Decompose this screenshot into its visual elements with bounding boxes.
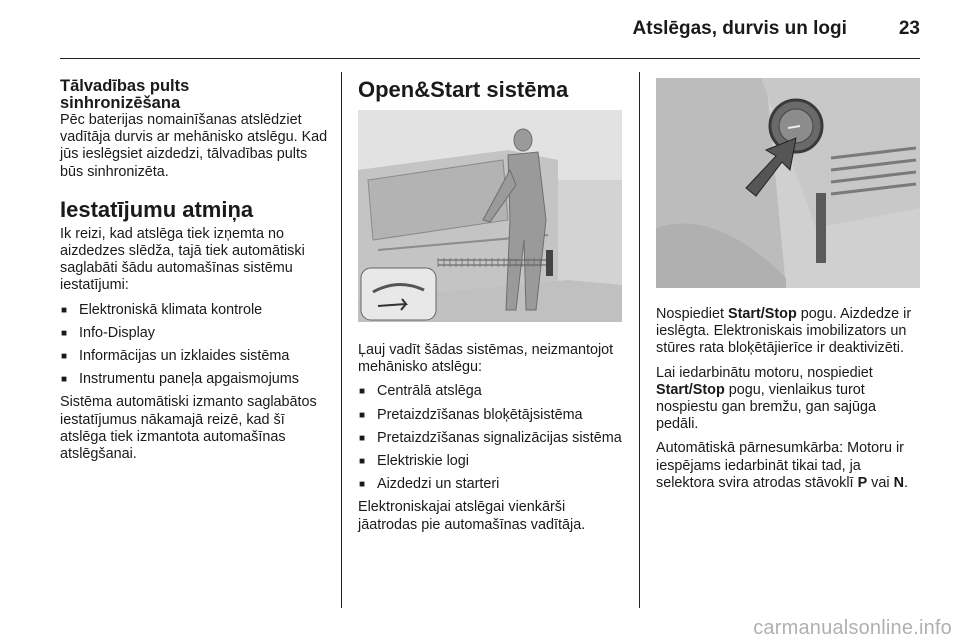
- settings-memory-outro: Sistēma automātiski izmanto saglabātos iestatījumus nākamajā reizē, kad šī atslēga tiek izmantota automašīnas atslēgšanai.: [60, 394, 317, 463]
- header-rule: [60, 58, 920, 59]
- start-stop-illustration: [656, 78, 920, 288]
- list-item: ■ Elektroniskā klimata kontrole: [60, 302, 328, 319]
- open-start-list: [358, 383, 624, 493]
- gear-p-label: P: [857, 474, 868, 491]
- gear-n-label: N: [893, 474, 904, 491]
- list-item: ■ Centrālā atslēga: [358, 383, 624, 400]
- section-title-open-start: Open&Start sistēma: [358, 77, 569, 102]
- open-start-intro: Ļauj vadīt šādas sistēmas, neizmantojot mehānisko atslēgu:: [358, 342, 614, 376]
- column-divider-1: [341, 72, 342, 608]
- open-start-illustration: [358, 110, 622, 322]
- start-stop-key-label: Start/Stop: [656, 381, 725, 398]
- start-stop-key-label: Start/Stop: [728, 306, 797, 322]
- column-1: [60, 78, 328, 470]
- list-item: ■ Pretaizdzīšanas bloķētājsistēma: [358, 407, 624, 424]
- section-title-settings-memory: Iestatījumu atmiņa: [60, 196, 254, 222]
- column-2: [358, 78, 624, 541]
- start-stop-text-1: Nospiediet Start/Stop pogu. Aizdedze ir ieslēgta. Elektroniskais imobilizators un stūres rata bloķētājierīce ir deaktivizēti.: [656, 306, 912, 357]
- list-item: ■ Instrumentu paneļa apgaismojums: [60, 371, 328, 388]
- settings-memory-intro: Ik reizi, kad atslēga tiek izņemta no aizdedzes slēdža, tajā tiek automātiski saglabāti šādu automašīnas sistēmu iestatījumi:: [60, 225, 305, 294]
- list-item: ■ Pretaizdzīšanas signalizācijas sistēma: [358, 430, 624, 447]
- list-item: ■ Aizdedzi un starteri: [358, 476, 624, 493]
- open-start-outro: Elektroniskajai atslēgai vienkārši jāatrodas pie automašīnas vadītāja.: [358, 499, 586, 533]
- start-stop-text-2: Lai iedarbinātu motoru, nospiediet Start/Stop pogu, vienlaikus turot nospiestu gan bremžu, gan sajūga pedāli.: [656, 364, 877, 433]
- list-item: ■ Elektriskie logi: [358, 453, 624, 470]
- start-stop-button-image: [656, 78, 920, 288]
- list-item: ■ Info-Display: [60, 325, 328, 342]
- page-title: Atslēgas, durvis un logi: [632, 18, 847, 39]
- column-3: [656, 78, 922, 499]
- person-at-car-door-image: [358, 110, 622, 322]
- remote-sync-text: Pēc baterijas nomainīšanas atslēdziet vadītāja durvis ar mehānisko atslēgu. Kad jūs ieslēgsiet aizdedzi, tālvadības pults būs sinhronizēta.: [60, 112, 328, 180]
- settings-list: [60, 302, 328, 389]
- watermark: carmanualsonline.info: [753, 617, 952, 639]
- automatic-transmission-text: Automātiskā pārnesumkārba: Motoru ir iespējams iedarbināt tikai tad, ja selektora svira atrodas stāvoklī P vai N.: [656, 440, 908, 491]
- page-header: [60, 18, 920, 48]
- section-title-remote-sync: Tālvadības pults sinhronizēšana: [60, 77, 190, 112]
- page-number: 23: [898, 18, 920, 39]
- column-divider-2: [639, 72, 640, 608]
- list-item: ■ Informācijas un izklaides sistēma: [60, 348, 328, 365]
